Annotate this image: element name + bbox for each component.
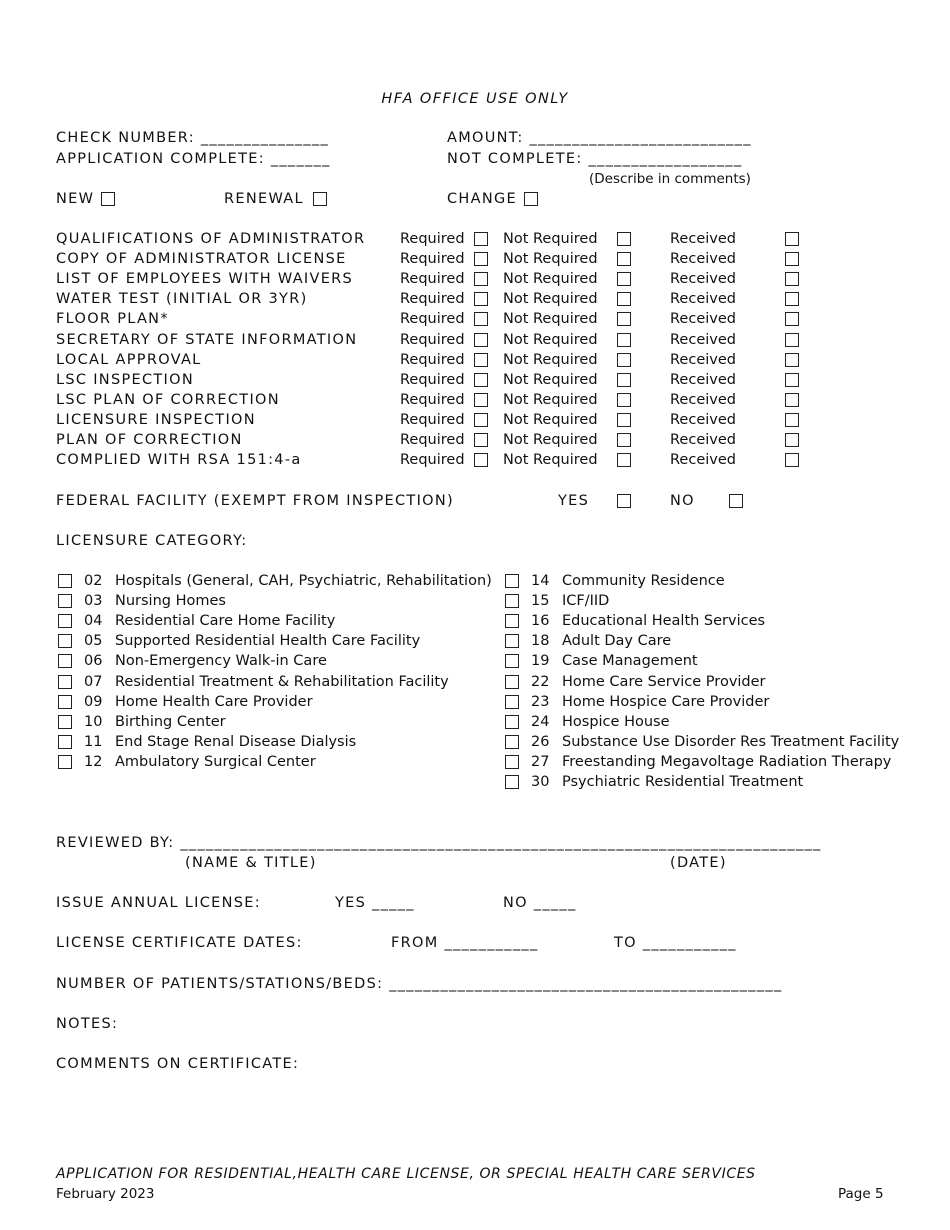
received-checkbox[interactable] <box>785 393 799 407</box>
category-checkbox[interactable] <box>505 695 519 709</box>
footer-date: February 2023 <box>56 1186 155 1202</box>
category-name: Residential Care Home Facility <box>115 613 336 630</box>
category-checkbox[interactable] <box>58 735 72 749</box>
received-checkbox[interactable] <box>785 433 799 447</box>
required-checkbox[interactable] <box>474 252 488 266</box>
not-required-checkbox[interactable] <box>617 393 631 407</box>
document-item-label: LICENSURE INSPECTION <box>56 411 256 428</box>
document-item-label: LOCAL APPROVAL <box>56 351 202 368</box>
new-checkbox[interactable] <box>101 192 115 206</box>
renewal-checkbox[interactable] <box>313 192 327 206</box>
form-title: HFA OFFICE USE ONLY <box>381 91 569 107</box>
document-item-label: LSC PLAN OF CORRECTION <box>56 391 280 408</box>
category-name: Adult Day Care <box>562 633 672 650</box>
received-checkbox[interactable] <box>785 252 799 266</box>
category-name: Substance Use Disorder Res Treatment Facility <box>562 733 900 750</box>
received-checkbox[interactable] <box>785 453 799 467</box>
category-code: 23 <box>531 693 550 710</box>
footer-page: Page 5 <box>838 1186 884 1202</box>
received-label: Received <box>670 231 736 247</box>
received-label: Received <box>670 391 736 408</box>
document-item-label: SECRETARY OF STATE INFORMATION <box>56 331 358 348</box>
not-required-label: Not Required <box>503 432 598 448</box>
category-code: 18 <box>531 633 550 650</box>
not-required-label: Not Required <box>503 411 598 428</box>
not-required-label: Not Required <box>503 311 598 328</box>
patients-field[interactable]: NUMBER OF PATIENTS/STATIONS/BEDS: ______________________________________________ <box>56 976 783 992</box>
category-name: Freestanding Megavoltage Radiation Therapy <box>562 753 892 770</box>
received-checkbox[interactable] <box>785 232 799 246</box>
required-checkbox[interactable] <box>474 312 488 326</box>
category-code: 10 <box>84 713 103 730</box>
received-label: Received <box>670 311 736 328</box>
document-item-label: COMPLIED WITH RSA 151:4-a <box>56 452 302 469</box>
category-code: 22 <box>531 673 550 690</box>
required-checkbox[interactable] <box>474 232 488 246</box>
required-checkbox[interactable] <box>474 353 488 367</box>
category-name: Community Residence <box>562 573 725 589</box>
required-label: Required <box>400 411 465 428</box>
document-item-label: COPY OF ADMINISTRATOR LICENSE <box>56 251 347 268</box>
category-checkbox[interactable] <box>505 735 519 749</box>
category-checkbox[interactable] <box>505 654 519 668</box>
document-item-label: PLAN OF CORRECTION <box>56 432 243 448</box>
category-checkbox[interactable] <box>505 775 519 789</box>
received-checkbox[interactable] <box>785 292 799 306</box>
category-code: 03 <box>84 593 103 610</box>
not-required-checkbox[interactable] <box>617 453 631 467</box>
required-checkbox[interactable] <box>474 413 488 427</box>
new-label: NEW <box>56 191 95 207</box>
category-checkbox[interactable] <box>58 695 72 709</box>
not-required-label: Not Required <box>503 331 598 348</box>
change-checkbox[interactable] <box>524 192 538 206</box>
footer-form-title: APPLICATION FOR RESIDENTIAL,HEALTH CARE LICENSE, OR SPECIAL HEALTH CARE SERVICES <box>56 1166 756 1182</box>
received-checkbox[interactable] <box>785 312 799 326</box>
category-code: 07 <box>84 673 103 690</box>
renewal-label: RENEWAL <box>224 191 304 207</box>
required-label: Required <box>400 432 465 448</box>
category-checkbox[interactable] <box>505 594 519 608</box>
not-complete-field[interactable]: NOT COMPLETE: __________________ <box>447 151 743 167</box>
name-title-caption: (NAME & TITLE) <box>185 855 317 871</box>
category-code: 26 <box>531 733 550 750</box>
category-name: Non-Emergency Walk-in Care <box>115 653 327 670</box>
not-required-checkbox[interactable] <box>617 433 631 447</box>
not-required-label: Not Required <box>503 271 598 288</box>
not-required-checkbox[interactable] <box>617 272 631 286</box>
check-number-field[interactable]: CHECK NUMBER: _______________ <box>56 130 330 146</box>
category-checkbox[interactable] <box>505 715 519 729</box>
category-checkbox[interactable] <box>58 574 72 588</box>
category-code: 30 <box>531 774 550 790</box>
category-checkbox[interactable] <box>505 574 519 588</box>
comments-label: COMMENTS ON CERTIFICATE: <box>56 1056 300 1072</box>
cert-dates-label: LICENSE CERTIFICATE DATES: <box>56 935 303 951</box>
required-checkbox[interactable] <box>474 373 488 387</box>
category-code: 16 <box>531 613 550 630</box>
issue-license-label: ISSUE ANNUAL LICENSE: <box>56 895 261 911</box>
category-code: 09 <box>84 693 103 710</box>
not-required-checkbox[interactable] <box>617 252 631 266</box>
not-required-label: Not Required <box>503 391 598 408</box>
required-checkbox[interactable] <box>474 272 488 286</box>
required-checkbox[interactable] <box>474 433 488 447</box>
federal-facility-label: FEDERAL FACILITY (EXEMPT FROM INSPECTION) <box>56 493 454 509</box>
category-name: Supported Residential Health Care Facility <box>115 633 421 650</box>
not-required-label: Not Required <box>503 371 598 388</box>
required-label: Required <box>400 391 465 408</box>
category-name: Hospitals (General, CAH, Psychiatric, Rehabilitation) <box>115 573 492 589</box>
issue-license-yes-field[interactable]: YES _____ <box>335 895 415 911</box>
category-checkbox[interactable] <box>505 755 519 769</box>
category-checkbox[interactable] <box>58 614 72 628</box>
category-code: 14 <box>531 573 550 589</box>
notes-label: NOTES: <box>56 1016 119 1032</box>
amount-field[interactable]: AMOUNT: __________________________ <box>447 130 752 146</box>
category-code: 02 <box>84 573 103 589</box>
category-name: End Stage Renal Disease Dialysis <box>115 733 357 750</box>
federal-yes-checkbox[interactable] <box>617 494 631 508</box>
received-label: Received <box>670 351 736 368</box>
category-checkbox[interactable] <box>58 675 72 689</box>
category-name: Home Hospice Care Provider <box>562 693 770 710</box>
category-checkbox[interactable] <box>58 755 72 769</box>
received-label: Received <box>670 271 736 288</box>
not-required-label: Not Required <box>503 291 598 308</box>
date-caption: (DATE) <box>670 855 727 871</box>
category-checkbox[interactable] <box>505 675 519 689</box>
required-checkbox[interactable] <box>474 333 488 347</box>
federal-no-checkbox[interactable] <box>729 494 743 508</box>
received-label: Received <box>670 291 736 308</box>
document-item-label: WATER TEST (INITIAL OR 3YR) <box>56 291 308 308</box>
not-required-checkbox[interactable] <box>617 353 631 367</box>
reviewed-by-field[interactable]: REVIEWED BY: ___________________________________________________________________________ <box>56 835 822 851</box>
not-required-checkbox[interactable] <box>617 373 631 387</box>
category-name: Hospice House <box>562 713 670 730</box>
not-required-checkbox[interactable] <box>617 292 631 306</box>
category-name: Educational Health Services <box>562 613 766 630</box>
received-label: Received <box>670 331 736 348</box>
required-checkbox[interactable] <box>474 292 488 306</box>
required-label: Required <box>400 251 465 268</box>
not-required-checkbox[interactable] <box>617 312 631 326</box>
change-label: CHANGE <box>447 191 517 207</box>
required-label: Required <box>400 291 465 308</box>
document-item-label: QUALIFICATIONS OF ADMINISTRATOR <box>56 231 366 247</box>
required-label: Required <box>400 271 465 288</box>
received-label: Received <box>670 452 736 469</box>
required-checkbox[interactable] <box>474 453 488 467</box>
category-name: Home Health Care Provider <box>115 693 313 710</box>
document-item-label: FLOOR PLAN* <box>56 311 169 328</box>
category-checkbox[interactable] <box>505 614 519 628</box>
category-code: 19 <box>531 653 550 670</box>
category-checkbox[interactable] <box>58 634 72 648</box>
category-code: 11 <box>84 733 103 750</box>
category-name: Residential Treatment & Rehabilitation Facility <box>115 673 449 690</box>
category-name: Ambulatory Surgical Center <box>115 753 316 770</box>
required-label: Required <box>400 231 465 247</box>
received-checkbox[interactable] <box>785 413 799 427</box>
cert-from-field[interactable]: FROM ___________ <box>391 935 539 951</box>
not-required-label: Not Required <box>503 452 598 469</box>
category-checkbox[interactable] <box>505 634 519 648</box>
document-item-label: LIST OF EMPLOYEES WITH WAIVERS <box>56 271 354 288</box>
federal-yes-label: YES <box>558 493 590 509</box>
category-code: 05 <box>84 633 103 650</box>
required-label: Required <box>400 452 465 469</box>
not-required-label: Not Required <box>503 231 598 247</box>
not-required-checkbox[interactable] <box>617 333 631 347</box>
federal-no-label: NO <box>670 493 695 509</box>
describe-note: (Describe in comments) <box>589 171 751 187</box>
required-label: Required <box>400 311 465 328</box>
cert-to-field[interactable]: TO ___________ <box>614 935 737 951</box>
category-code: 24 <box>531 713 550 730</box>
received-checkbox[interactable] <box>785 373 799 387</box>
received-label: Received <box>670 411 736 428</box>
category-name: ICF/IID <box>562 593 610 610</box>
category-checkbox[interactable] <box>58 654 72 668</box>
category-code: 15 <box>531 593 550 610</box>
received-label: Received <box>670 371 736 388</box>
not-required-checkbox[interactable] <box>617 232 631 246</box>
received-checkbox[interactable] <box>785 333 799 347</box>
not-required-checkbox[interactable] <box>617 413 631 427</box>
category-checkbox[interactable] <box>58 594 72 608</box>
category-checkbox[interactable] <box>58 715 72 729</box>
category-code: 12 <box>84 753 103 770</box>
not-required-label: Not Required <box>503 351 598 368</box>
required-label: Required <box>400 371 465 388</box>
category-name: Nursing Homes <box>115 593 226 610</box>
category-name: Psychiatric Residential Treatment <box>562 774 804 790</box>
received-label: Received <box>670 432 736 448</box>
required-label: Required <box>400 351 465 368</box>
required-checkbox[interactable] <box>474 393 488 407</box>
received-label: Received <box>670 251 736 268</box>
licensure-category-label: LICENSURE CATEGORY: <box>56 533 248 549</box>
category-name: Case Management <box>562 653 698 670</box>
received-checkbox[interactable] <box>785 272 799 286</box>
category-code: 04 <box>84 613 103 630</box>
category-name: Birthing Center <box>115 713 226 730</box>
application-complete-field[interactable]: APPLICATION COMPLETE: _______ <box>56 151 331 167</box>
issue-license-no-field[interactable]: NO _____ <box>503 895 577 911</box>
not-required-label: Not Required <box>503 251 598 268</box>
category-code: 06 <box>84 653 103 670</box>
required-label: Required <box>400 331 465 348</box>
document-item-label: LSC INSPECTION <box>56 371 194 388</box>
category-name: Home Care Service Provider <box>562 673 766 690</box>
received-checkbox[interactable] <box>785 353 799 367</box>
category-code: 27 <box>531 753 550 770</box>
